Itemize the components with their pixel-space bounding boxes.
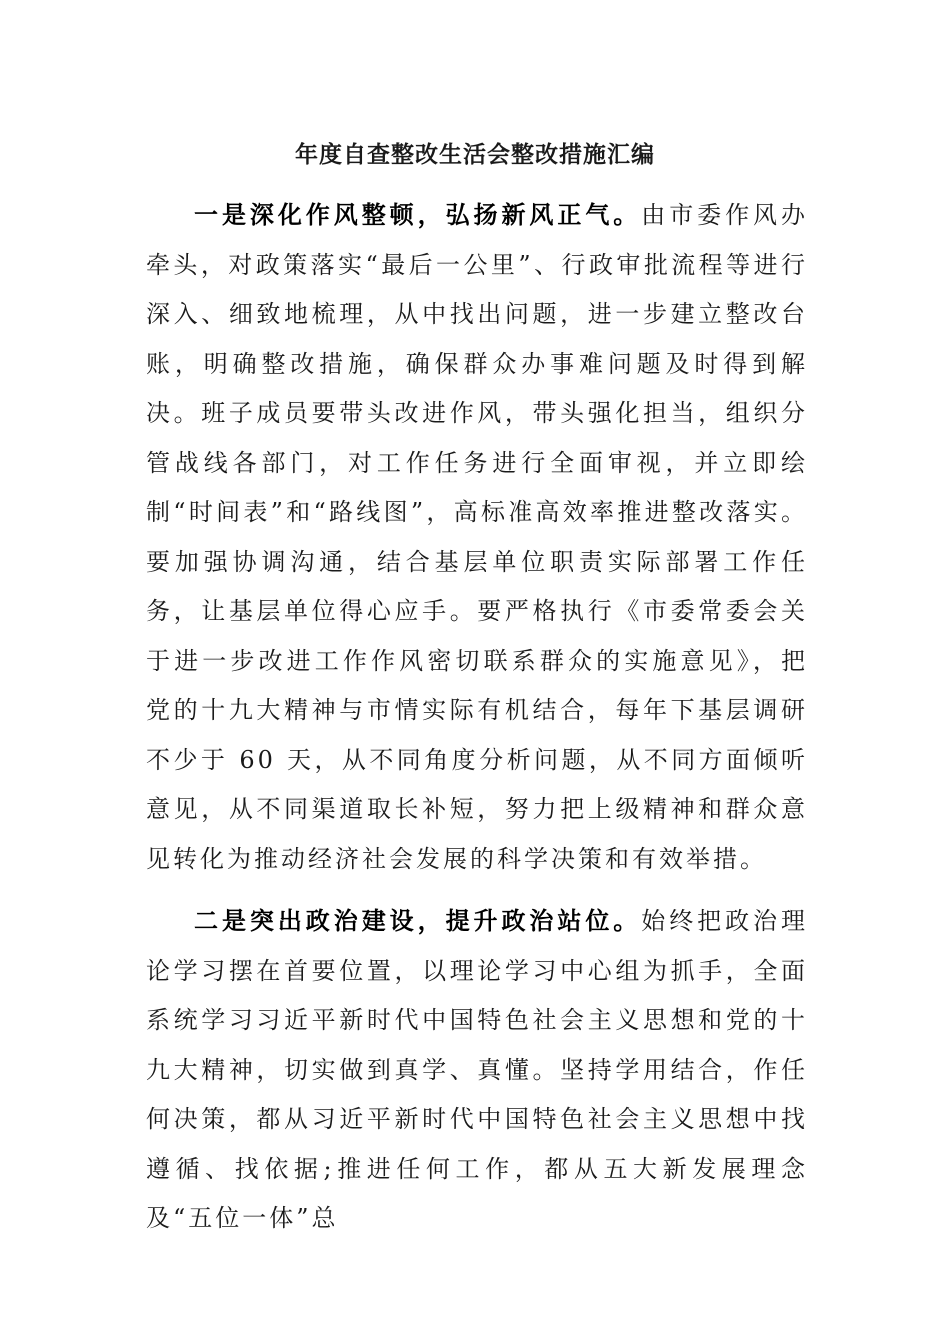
paragraph-2-body: 始终把政治理论学习摆在首要位置，以理论学习中心组为抓手，全面系统学习习近平新时代中国特色社会主义思想和党的十九大精神，切实做到真学、真懂。坚持学用结合，作任何决策，都从习近平新时代中国特色社会主义思想中找遵循、找依据;推进任何工作，都从五大新发展理念及“五位一体”总 [146,907,809,1232]
paragraph-2-lead: 二是突出政治建设，提升政治站位。 [194,906,642,935]
paragraph-2 [146,896,808,1244]
paragraph-1-body: 由市委作风办牵头，对政策落实“最后一公里”、行政审批流程等进行深入、细致地梳理，从中找出问题，进一步建立整改台账，明确整改措施，确保群众办事难问题及时得到解决。班子成员要带头改进作风，带头强化担当，组织分管战线各部门，对工作任务进行全面审视，并立即绘制“时间表”和“路线图”，高标准高效率推进整改落实。要加强协调沟通，结合基层单位职责实际部署工作任务，让基层单位得心应手。要严格执行《市委常委会关于进一步改进工作作风密切联系群众的实施意见》，把党的十九大精神与市情实际有机结合，每年下基层调研不少于 60 天，从不同角度分析问题，从不同方面倾听意见，从不同渠道取长补短，努力把上级精神和群众意见转化为推动经济社会发展的科学决策和有效举措。 [146,201,809,873]
document-title: 年度自查整改生活会整改措施汇编 [295,141,655,168]
paragraph-1 [146,190,808,884]
paragraph-1-lead: 一是深化作风整顿，弘扬新风正气。 [194,200,642,229]
